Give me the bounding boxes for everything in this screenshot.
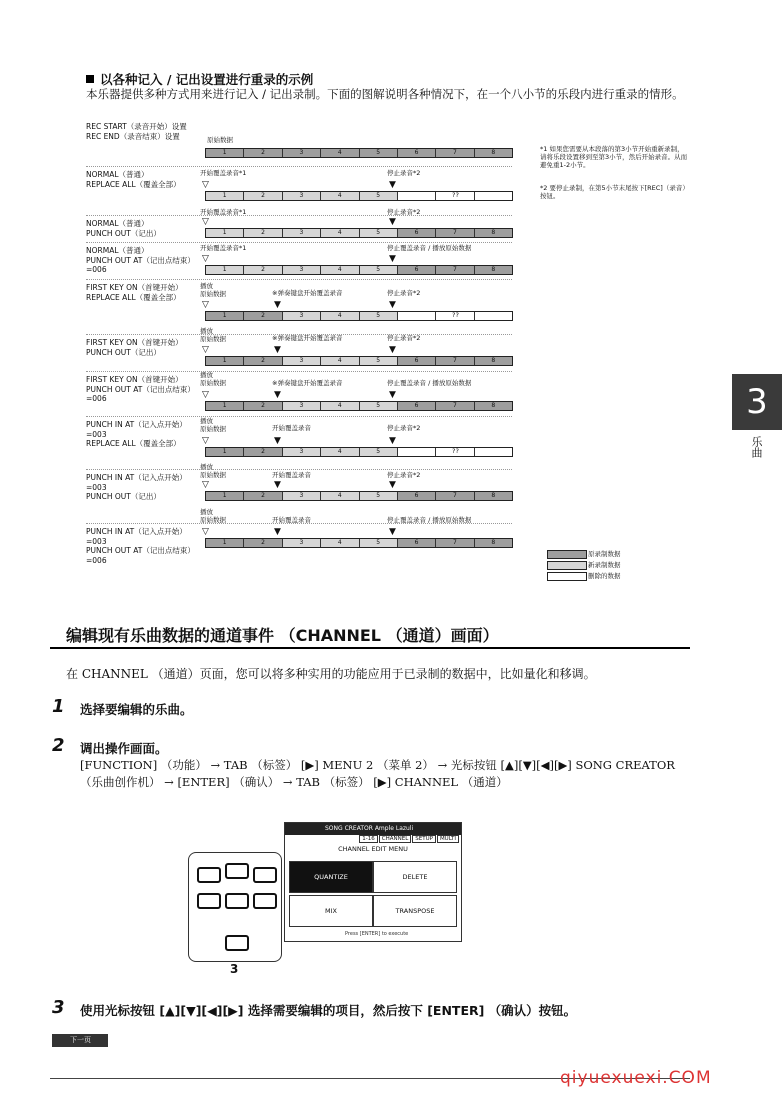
note-2: *2 要停止录制，在第5小节末尾按下[REC]（录音）按钮。: [540, 184, 689, 200]
measure-cell: 5: [360, 357, 398, 365]
measure-cell: 2: [244, 492, 282, 500]
measure-bar: [205, 356, 513, 366]
measure-cell: 8: [475, 539, 512, 547]
measure-cell: 5: [360, 539, 398, 547]
legend-swatch-deleted: [547, 572, 587, 581]
screen-tab[interactable]: SETUP: [412, 835, 436, 843]
measure-bar: [205, 401, 513, 411]
measure-cell: 4: [321, 357, 359, 365]
row-label: NORMAL（普通） PUNCH OUT（记出）: [86, 219, 161, 238]
measure-bar: [205, 265, 513, 275]
measure-cell: 7: [436, 229, 474, 237]
screen-title: SONG CREATOR Ample Lazuli: [285, 823, 461, 835]
measure-bar: [205, 447, 513, 457]
row-label: REC START（录音开始）设置 REC END（录音结束）设置: [86, 122, 187, 141]
cursor-up-key[interactable]: [225, 863, 249, 879]
row-label: FIRST KEY ON（首键开始） PUNCH OUT AT（记出点结束）=006: [86, 375, 195, 403]
transpose-button[interactable]: TRANSPOSE: [373, 895, 457, 927]
next-page-badge[interactable]: 下一页: [52, 1034, 108, 1047]
measure-cell: 2: [244, 229, 282, 237]
screen-tab[interactable]: MULTI: [437, 835, 459, 843]
measure-cell: 6: [398, 229, 436, 237]
row-separator: [86, 371, 512, 372]
chapter-label: 乐曲: [750, 436, 763, 458]
row-marker-label: 开始覆盖录音: [272, 471, 311, 479]
row-marker-label: 播放 原始数据: [200, 417, 226, 433]
row-marker-label: ※弹奏键盘开始覆盖录音: [272, 289, 343, 297]
measure-cell: [398, 312, 436, 320]
measure-cell: 5: [360, 229, 398, 237]
quantize-button[interactable]: QUANTIZE: [289, 861, 373, 893]
measure-cell: 3: [283, 492, 321, 500]
chapter-tab: 3: [732, 374, 782, 430]
row-marker-label: 开始覆盖录音*1: [200, 208, 247, 216]
measure-cell: 1: [206, 357, 244, 365]
measure-cell: 1: [206, 266, 244, 274]
section-title: 以各种记入 / 记出设置进行重录的示例: [86, 70, 313, 88]
heading-rule: [50, 647, 690, 649]
measure-cell: 4: [321, 402, 359, 410]
stop-marker-icon: ▼: [389, 180, 396, 190]
unknown-marker: ??: [452, 447, 459, 455]
screen-tabs: [359, 835, 459, 843]
measure-cell: 2: [244, 192, 282, 200]
row-marker-label: 原始数据: [207, 136, 233, 144]
step-2-number: 2: [52, 735, 65, 756]
measure-cell: 2: [244, 539, 282, 547]
stop-marker-icon: ▼: [389, 436, 396, 446]
step-3-title: 使用光标按钮 [▲][▼][◀][▶] 选择需要编辑的项目，然后按下 [ENTER] （确认）按钮。: [80, 1003, 577, 1018]
screen-menu-title: CHANNEL EDIT MENU: [338, 845, 408, 853]
measure-cell: 2: [244, 266, 282, 274]
lcd-screen: [284, 822, 462, 942]
measure-cell: 1: [206, 448, 244, 456]
measure-cell: 4: [321, 149, 359, 157]
stop-marker-icon: ▼: [274, 390, 281, 400]
row-marker-label: 开始覆盖录音*1: [200, 169, 247, 177]
row-marker-label: 停止覆盖录音 / 播放原始数据: [387, 516, 472, 524]
step-2-body: [FUNCTION] （功能） → TAB （标签） [▶] MENU 2 （菜单 2） → 光标按钮 [▲][▼][◀][▶] SONG CREATOR （乐曲创作机） → [ENTER] （确认） → TAB （标签） [▶] CHANNEL （通道）: [80, 758, 675, 789]
row-marker-label: ※弹奏键盘开始覆盖录音: [272, 379, 343, 387]
row-marker-label: 播放 原始数据: [200, 463, 226, 479]
tab-right-key[interactable]: [253, 867, 277, 883]
stop-marker-icon: ▼: [389, 527, 396, 537]
measure-bar: [205, 148, 513, 158]
measure-cell: 3: [283, 539, 321, 547]
cursor-button-panel: [188, 852, 282, 962]
measure-cell: 5: [360, 192, 398, 200]
measure-cell: 3: [283, 192, 321, 200]
stop-marker-icon: ▼: [274, 436, 281, 446]
step-1-title: 选择要编辑的乐曲。: [80, 702, 193, 717]
start-marker-icon: ▽: [202, 217, 209, 227]
row-label: FIRST KEY ON（首键开始） PUNCH OUT（记出）: [86, 338, 183, 357]
stop-marker-icon: ▼: [274, 300, 281, 310]
step-3-number: 3: [52, 997, 65, 1018]
row-separator: [86, 215, 512, 216]
stop-marker-icon: ▼: [274, 527, 281, 537]
measure-cell: 6: [398, 266, 436, 274]
mix-button[interactable]: MIX: [289, 895, 373, 927]
measure-bar: [205, 491, 513, 501]
stop-marker-icon: ▼: [389, 480, 396, 490]
measure-bar: [205, 191, 513, 201]
measure-cell: 8: [475, 357, 512, 365]
cursor-down-key[interactable]: [225, 893, 249, 909]
row-marker-label: 停止录音*2: [387, 289, 421, 297]
stop-marker-icon: ▼: [389, 254, 396, 264]
measure-cell: 1: [206, 312, 244, 320]
row-separator: [86, 416, 512, 417]
measure-cell: 5: [360, 492, 398, 500]
measure-cell: 1: [206, 229, 244, 237]
measure-cell: 5: [360, 149, 398, 157]
measure-cell: 8: [475, 149, 512, 157]
measure-cell: 2: [244, 312, 282, 320]
stop-marker-icon: ▼: [274, 345, 281, 355]
measure-cell: 4: [321, 229, 359, 237]
unknown-marker: ??: [452, 311, 459, 319]
measure-cell: 8: [475, 402, 512, 410]
measure-cell: 7: [436, 492, 474, 500]
row-marker-label: 播放 原始数据: [200, 282, 226, 298]
row-label: NORMAL（普通） PUNCH OUT AT（记出点结束）=006: [86, 246, 195, 274]
start-marker-icon: ▽: [202, 345, 209, 355]
row-separator: [86, 279, 512, 280]
measure-cell: 6: [398, 149, 436, 157]
legend-label-deleted: 删除的数据: [588, 572, 621, 580]
unknown-marker: ??: [452, 191, 459, 199]
measure-bar: [205, 538, 513, 548]
measure-cell: 6: [398, 357, 436, 365]
cursor-right-key[interactable]: [253, 893, 277, 909]
screen-footer: Press [ENTER] to execute: [345, 931, 409, 937]
measure-cell: 3: [283, 312, 321, 320]
measure-cell: 4: [321, 492, 359, 500]
stop-marker-icon: ▼: [389, 345, 396, 355]
row-label: PUNCH IN AT（记入点开始）=003 REPLACE ALL（覆盖全部）: [86, 420, 187, 448]
measure-cell: 5: [360, 448, 398, 456]
measure-bar: [205, 228, 513, 238]
row-separator: [86, 242, 512, 243]
callout-number: 3: [230, 962, 239, 976]
measure-cell: 7: [436, 149, 474, 157]
row-marker-label: 播放 原始数据: [200, 508, 226, 524]
measure-cell: 3: [283, 448, 321, 456]
row-marker-label: 停止录音*2: [387, 169, 421, 177]
section-intro: 本乐器提供多种方式用来进行记入 / 记出录制。下面的图解说明各种情况下，在一个八小节的乐段内进行重录的情形。: [86, 87, 684, 101]
measure-cell: 1: [206, 192, 244, 200]
measure-cell: 4: [321, 448, 359, 456]
row-marker-label: 停止录音*2: [387, 208, 421, 216]
legend-label-new: 新录制数据: [588, 561, 621, 569]
row-marker-label: 停止录音*2: [387, 424, 421, 432]
measure-cell: [475, 312, 512, 320]
measure-cell: 3: [283, 402, 321, 410]
measure-cell: 2: [244, 149, 282, 157]
row-marker-label: 播放 原始数据: [200, 371, 226, 387]
measure-cell: 2: [244, 357, 282, 365]
stop-marker-icon: ▼: [389, 217, 396, 227]
row-marker-label: 停止覆盖录音 / 播放原始数据: [387, 244, 472, 252]
measure-cell: 6: [398, 492, 436, 500]
enter-key[interactable]: [225, 935, 249, 951]
measure-bar: [205, 311, 513, 321]
measure-cell: 1: [206, 539, 244, 547]
row-marker-label: 开始覆盖录音*1: [200, 244, 247, 252]
tab-left-key[interactable]: [197, 867, 221, 883]
measure-cell: 1: [206, 492, 244, 500]
measure-cell: 4: [321, 539, 359, 547]
row-label: NORMAL（普通） REPLACE ALL（覆盖全部）: [86, 170, 181, 189]
row-marker-label: 播放 原始数据: [200, 327, 226, 343]
measure-cell: 1: [206, 402, 244, 410]
heading-paragraph: 在 CHANNEL （通道）页面，您可以将多种实用的功能应用于已录制的数据中，比如量化和移调。: [66, 667, 596, 681]
measure-cell: [398, 192, 436, 200]
measure-cell: 5: [360, 266, 398, 274]
row-separator: [86, 469, 512, 470]
note-1: *1 如果您需要从本段落的第3小节开始重新录制，请将乐段设置移到至第3小节，然后开始录音。从而避免重1-2小节。: [540, 145, 688, 169]
row-marker-label: 停止覆盖录音 / 播放原始数据: [387, 379, 472, 387]
stop-marker-icon: ▼: [274, 480, 281, 490]
stop-marker-icon: ▼: [389, 390, 396, 400]
measure-cell: 5: [360, 312, 398, 320]
start-marker-icon: ▽: [202, 436, 209, 446]
measure-cell: 4: [321, 266, 359, 274]
measure-cell: 1: [206, 149, 244, 157]
measure-cell: 8: [475, 266, 512, 274]
step-1-number: 1: [52, 696, 65, 717]
delete-button[interactable]: DELETE: [373, 861, 457, 893]
screen-tab[interactable]: 1-16: [359, 835, 377, 843]
step-2-title: 调出操作画面。: [80, 741, 168, 756]
measure-cell: 7: [436, 266, 474, 274]
stop-marker-icon: ▼: [389, 300, 396, 310]
row-marker-label: 停止录音*2: [387, 471, 421, 479]
page-heading: 编辑现有乐曲数据的通道事件 （CHANNEL （通道）画面）: [66, 626, 499, 645]
measure-cell: 6: [398, 402, 436, 410]
measure-cell: 4: [321, 312, 359, 320]
legend-swatch-new: [547, 561, 587, 570]
screen-tab[interactable]: CHANNEL: [379, 835, 412, 843]
start-marker-icon: ▽: [202, 300, 209, 310]
measure-cell: [475, 448, 512, 456]
watermark: qiyuexuexi.COM: [560, 1068, 712, 1088]
row-marker-label: 开始覆盖录音: [272, 424, 311, 432]
measure-cell: 8: [475, 229, 512, 237]
measure-cell: 4: [321, 192, 359, 200]
row-marker-label: 停止录音*2: [387, 334, 421, 342]
row-separator: [86, 166, 512, 167]
measure-cell: [398, 448, 436, 456]
start-marker-icon: ▽: [202, 390, 209, 400]
measure-cell: [475, 192, 512, 200]
legend-label-original: 原录制数据: [588, 550, 621, 558]
measure-cell: 7: [436, 402, 474, 410]
row-label: FIRST KEY ON（首键开始） REPLACE ALL（覆盖全部）: [86, 283, 183, 302]
start-marker-icon: ▽: [202, 527, 209, 537]
row-separator: [86, 334, 512, 335]
row-label: PUNCH IN AT（记入点开始）=003 PUNCH OUT（记出）: [86, 473, 187, 501]
row-marker-label: 开始覆盖录音: [272, 516, 311, 524]
measure-cell: 3: [283, 149, 321, 157]
measure-cell: 7: [436, 357, 474, 365]
row-separator: [86, 523, 512, 524]
measure-cell: 3: [283, 229, 321, 237]
measure-cell: 2: [244, 402, 282, 410]
row-marker-label: ※弹奏键盘开始覆盖录音: [272, 334, 343, 342]
measure-cell: 7: [436, 539, 474, 547]
measure-cell: 8: [475, 492, 512, 500]
row-label: PUNCH IN AT（记入点开始）=003 PUNCH OUT AT（记出点结束）=006: [86, 527, 195, 565]
measure-cell: 2: [244, 448, 282, 456]
measure-cell: 3: [283, 266, 321, 274]
measure-cell: 6: [398, 539, 436, 547]
start-marker-icon: ▽: [202, 180, 209, 190]
measure-cell: 3: [283, 357, 321, 365]
measure-cell: 5: [360, 402, 398, 410]
start-marker-icon: ▽: [202, 254, 209, 264]
start-marker-icon: ▽: [202, 480, 209, 490]
legend-swatch-original: [547, 550, 587, 559]
cursor-left-key[interactable]: [197, 893, 221, 909]
